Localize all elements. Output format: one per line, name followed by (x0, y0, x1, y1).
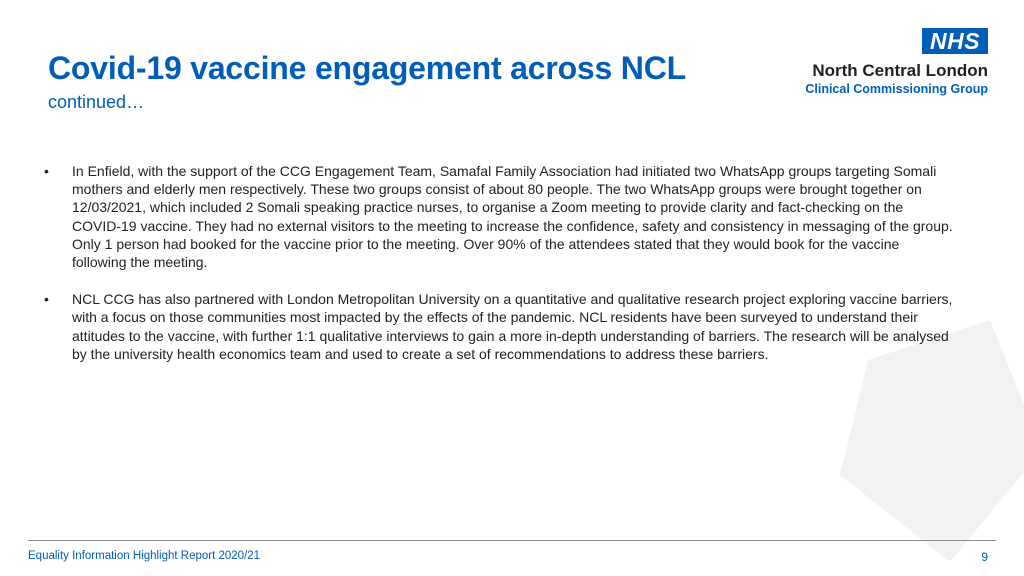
bullet-item-enfield (44, 162, 956, 271)
org-subtitle: Clinical Commissioning Group (805, 82, 988, 96)
bullet-marker: • (44, 291, 49, 308)
page-title: Covid-19 vaccine engagement across NCL (48, 50, 686, 86)
bullet-text: In Enfield, with the support of the CCG Engagement Team, Samafal Family Association had initiated two WhatsApp groups targeting Somali mothers and elderly men respectively. These two groups consist of about 80 people. The two WhatsApp groups were brought together on 12/03/2021, which included 2 Somali speaking practice nurses, to organise a Zoom meeting to provide clarity and fact-checking on the COVID-19 vaccine. They had no external visitors to the meeting to increase the confidence, safety and consistency in messaging of the group. Only 1 person had booked for the vaccine prior to the meeting. Over 90% of the attendees stated that they would book for the vaccine following the meeting. (72, 163, 953, 271)
bullet-marker: • (44, 163, 49, 179)
org-name: North Central London (812, 61, 988, 80)
nhs-logo-text: NHS (929, 28, 981, 54)
nhs-ncl-logo (788, 28, 988, 100)
bullet-item-research (44, 290, 956, 363)
page-subtitle: continued… (48, 92, 145, 112)
bullet-list (44, 162, 956, 382)
footer-text: Equality Information Highlight Report 2020/21 (28, 550, 261, 562)
footer-divider (28, 540, 996, 541)
page-number: 9 (981, 550, 988, 564)
bullet-text: NCL CCG has also partnered with London Metropolitan University on a quantitative and qualitative research project exploring vaccine barriers, with a focus on those communities most impacted by the effects of the pandemic. NCL residents have been surveyed to understand their attitudes to the vaccine, with further 1:1 qualitative interviews to gain a more in-depth understanding of barriers. The research will be analysed by the university health economics team and used to create a set of recommendations to address these barriers. (72, 291, 953, 362)
nhs-logo-badge (922, 28, 988, 54)
